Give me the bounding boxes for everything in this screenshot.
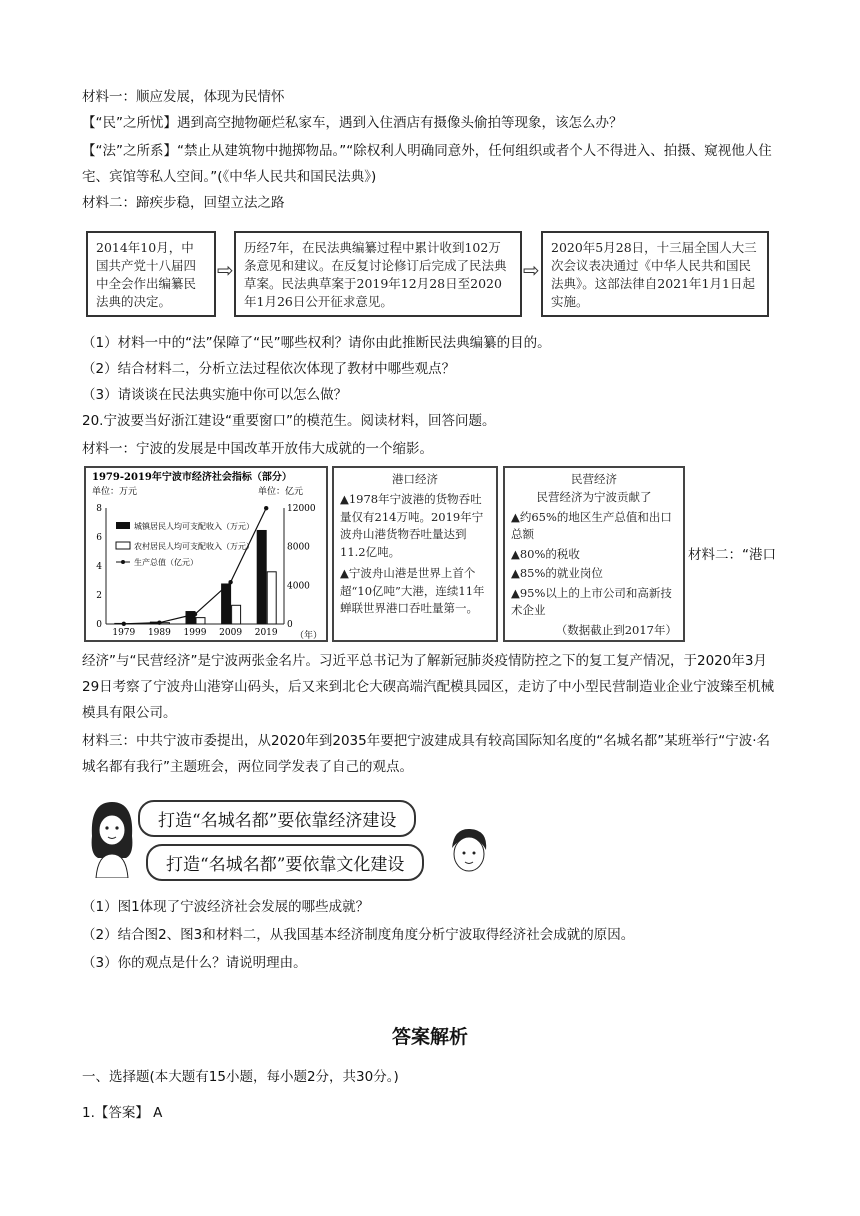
material-1-min: 【“民”之所忧】遇到高空抛物砸烂私家车，遇到入住酒店有摄像头偷拍等现象，该怎么办？ bbox=[82, 115, 623, 131]
material-1-title: 材料一：顺应发展，体现为民情怀 bbox=[82, 89, 285, 105]
arrow-right-icon: ⇨ bbox=[217, 258, 234, 282]
chart-left-unit: 单位：万元 bbox=[92, 487, 138, 497]
y-tick-label: 0 bbox=[96, 620, 102, 630]
material-20-2-body: 经济”与“民营经济”是宁波两张金名片。习近平总书记为了解新冠肺炎疫情防控之下的复工复产情况，于2020年3月29日考察了宁波舟山港穿山码头，后又来到北仑大碶高端汽配模具园区，走访了中小型民营制造业企业宁波臻至机械模具有限公司。 bbox=[82, 653, 775, 721]
y-tick-label: 6 bbox=[96, 533, 102, 543]
chart-title: 1979-2019年宁波市经济社会指标（部分） bbox=[92, 472, 292, 483]
timeline-box-3: 2020年5月28日，十三届全国人大三次会议表决通过《中华人民共和国民法典》。这部法律自2021年1月1日起实施。 bbox=[541, 231, 769, 317]
timeline-box-2: 历经7年，在民法典编纂过程中累计收到102万条意见和建议。在反复讨论修订后完成了民法典草案。民法典草案于2019年12月28日至2020年1月26日公开征求意见。 bbox=[234, 231, 522, 317]
x-tick-label: 2019 bbox=[254, 628, 278, 638]
bar-rural bbox=[267, 572, 276, 624]
chart-svg bbox=[86, 468, 326, 640]
boy-illustration bbox=[446, 826, 492, 888]
bar-rural bbox=[232, 605, 241, 624]
question-19-1: （1）材料一中的“法”保障了“民”哪些权利？请你由此推断民法典编纂的目的。 bbox=[82, 335, 551, 351]
x-tick-label: 2009 bbox=[219, 628, 243, 638]
legend-swatch-urban bbox=[116, 522, 130, 529]
answer-section: 一、选择题(本大题有15小题，每小题2分，共30分。) bbox=[82, 1069, 399, 1085]
chart-x-unit: （年） bbox=[295, 631, 323, 640]
material-20-3: 材料三：中共宁波市委提出，从2020年到2035年要把宁波建成具有较高国际知名度的“名城名都”某班举行“宁波·名城名都有我行”主题班会，两位同学发表了自己的观点。 bbox=[82, 733, 770, 775]
legend-label-gdp: 生产总值（亿元） bbox=[134, 558, 198, 567]
y-tick-label: 2 bbox=[96, 591, 102, 601]
private-item: ▲85%的就业岗位 bbox=[511, 566, 603, 580]
answer-heading: 答案解析 bbox=[391, 1026, 468, 1048]
timeline-box-1: 2014年10月，中国共产党十八届四中全会作出编纂民法典的决定。 bbox=[86, 231, 216, 317]
x-tick-label: 1979 bbox=[112, 628, 136, 638]
private-title: 民营经济 bbox=[571, 472, 617, 486]
legend-label-urban: 城镇居民人均可支配收入（万元） bbox=[134, 522, 254, 531]
question-20-2: （2）结合图2、图3和材料二，从我国基本经济制度角度分析宁波取得经济社会成就的原因。 bbox=[82, 927, 635, 943]
private-item: ▲80%的税收 bbox=[511, 546, 580, 561]
y-tick-label: 4 bbox=[96, 562, 102, 572]
private-note: （数据截止到2017年） bbox=[555, 622, 677, 637]
arrow-right-icon: ⇨ bbox=[523, 258, 540, 282]
bar-rural bbox=[196, 618, 205, 624]
x-tick-label: 1989 bbox=[147, 628, 171, 638]
legend-swatch-gdp-dot bbox=[121, 560, 125, 564]
bar-urban bbox=[257, 530, 266, 624]
girl-illustration bbox=[86, 796, 138, 882]
gdp-point bbox=[193, 612, 197, 616]
y-tick-label: 8 bbox=[96, 504, 102, 514]
speech-bubble-economy: 打造“名城名都”要依靠经济建设 bbox=[138, 800, 416, 837]
bar-rural bbox=[160, 623, 169, 624]
material-2-title: 材料二：蹄疾步稳，回望立法之路 bbox=[82, 195, 285, 211]
question-19-2: （2）结合材料二，分析立法过程依次体现了教材中哪些观点？ bbox=[82, 361, 456, 377]
y2-tick-label: 8000 bbox=[287, 542, 310, 553]
question-20-3: （3）你的观点是什么？请说明理由。 bbox=[82, 955, 307, 971]
port-text-2: ▲宁波舟山港是世界上首个超“10亿吨”大港，连续11年蝉联世界港口吞吐量第一。 bbox=[340, 566, 485, 615]
y2-tick-label: 4000 bbox=[287, 581, 310, 592]
private-economy-panel bbox=[503, 466, 685, 642]
port-economy-panel bbox=[332, 466, 498, 642]
answer-1: 1.【答案】 A bbox=[82, 1105, 163, 1121]
chart-right-unit: 单位：亿元 bbox=[258, 487, 304, 497]
question-19-3: （3）请谈谈在民法典实施中你可以怎么做？ bbox=[82, 387, 348, 403]
question-20-1: （1）图1体现了宁波经济社会发展的哪些成就？ bbox=[82, 899, 370, 915]
gdp-point bbox=[157, 620, 161, 624]
private-item: ▲95%以上的上市公司和高新技术企业 bbox=[511, 585, 672, 617]
y2-tick-label: 0 bbox=[287, 620, 293, 630]
bar-urban bbox=[222, 584, 231, 624]
figure-1-chart bbox=[84, 466, 328, 642]
x-tick-label: 1999 bbox=[183, 628, 207, 638]
legend-swatch-rural bbox=[116, 542, 130, 549]
gdp-point bbox=[122, 622, 126, 626]
port-title: 港口经济 bbox=[392, 472, 438, 486]
question-20-stem: 20.宁波要当好浙江建设“重要窗口”的模范生。阅读材料，回答问题。 bbox=[82, 413, 496, 429]
material-20-2-start: 材料二：“港口 bbox=[688, 547, 776, 563]
y2-tick-label: 12000 bbox=[287, 504, 316, 514]
gdp-point bbox=[264, 506, 268, 510]
private-lead: 民营经济为宁波贡献了 bbox=[536, 490, 652, 504]
material-1-fa: 【“法”之所系】“禁止从建筑物中抛掷物品。”“除权利人明确同意外，任何组织或者个人不得进入、拍摄、窥视他人住宅、宾馆等私人空间。”(《中华人民共和国民法典》) bbox=[82, 143, 772, 185]
material-20-1: 材料一：宁波的发展是中国改革开放伟大成就的一个缩影。 bbox=[82, 441, 433, 457]
gdp-point bbox=[228, 580, 232, 584]
legend-label-rural: 农村居民人均可支配收入（万元） bbox=[134, 542, 254, 551]
port-text-1: ▲1978年宁波港的货物吞吐量仅有214万吨。2019年宁波舟山港货物吞吐量达到11.2亿吨。 bbox=[340, 492, 484, 559]
speech-bubble-culture: 打造“名城名都”要依靠文化建设 bbox=[146, 844, 424, 881]
private-item: ▲约65%的地区生产总值和出口总额 bbox=[511, 509, 672, 541]
